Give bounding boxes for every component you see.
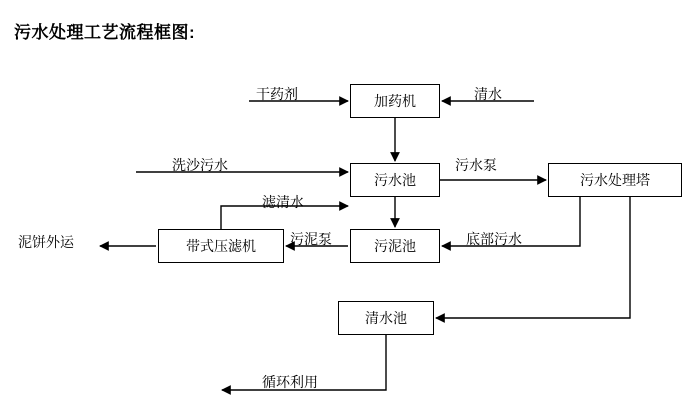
- node-label: 带式压滤机: [186, 238, 256, 254]
- node-belt-filter-press[interactable]: [158, 229, 284, 263]
- page-title: 污水处理工艺流程框图:: [14, 23, 196, 42]
- node-label: 清水池: [365, 310, 407, 326]
- edge-label-sludge-pump: 污泥泵: [290, 231, 332, 247]
- edge-label-dry-agent: 干药剂: [256, 86, 298, 102]
- edge-label-filtrate-water: 滤清水: [262, 194, 304, 210]
- edge-label-mud-cake-transport: 泥饼外运: [18, 234, 74, 250]
- node-dosing-machine[interactable]: [350, 84, 440, 118]
- node-label: 加药机: [374, 93, 416, 109]
- node-label: 污水处理塔: [580, 172, 650, 188]
- node-label: 污水池: [374, 172, 416, 188]
- edge-label-bottom-sewage: 底部污水: [466, 231, 522, 247]
- node-clean-water-pool[interactable]: [338, 301, 434, 335]
- node-sewage-pool[interactable]: [350, 163, 440, 197]
- edge-label-sewage-pump: 污水泵: [455, 157, 497, 173]
- edge-label-sand-washing-sewage: 洗沙污水: [172, 157, 228, 173]
- edge-label-recycle-use: 循环利用: [262, 374, 318, 390]
- node-label: 污泥池: [374, 238, 416, 254]
- node-treatment-tower[interactable]: [548, 163, 682, 197]
- node-sludge-pool[interactable]: [350, 229, 440, 263]
- edge-label-clear-water-inlet: 清水: [474, 86, 502, 102]
